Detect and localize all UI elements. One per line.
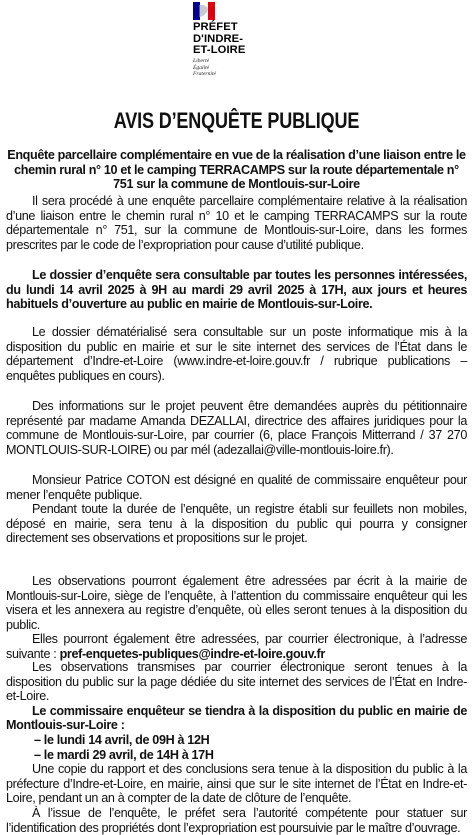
paragraph-prefet-decision: À l’issue de l’enquête, le préfet sera l’autorité compétente pour statuer sur l’identification des propriétés dont l’expropriation est poursuivie par le maître d’ouvrage.	[6, 805, 467, 835]
paragraph-online-dossier: Le dossier dématérialisé sera consultable sur un poste informatique mis à la disposition du public en mairie et sur le site internet des services de l’État dans le département d’Indre-et-Loire (www.indre-et-loire.gouv.fr / rubrique publications – enquêtes publiques en cours).	[6, 325, 467, 383]
permanences-section	[6, 660, 467, 835]
page-title: AVIS D’ENQUÊTE PUBLIQUE	[113, 108, 360, 133]
paragraph-report-copy: Une copie du rapport et des conclusions sera tenue à la disposition du public à la préfecture d’Indre-et-Loire, en mairie, ainsi que sur le site internet de l’État en Indre-et-Loire, pendant un an à compter de la date de clôture de l’enquête.	[6, 762, 467, 806]
paragraph-written-observations: Les observations pourront également être adressées par écrit à la mairie de Montlouis-sur-Loire, siège de l’enquête, à l’attention du commissaire enquêteur qui les visera et les annexera au registre d’enquête, où elles seront tenues à la disposition du public.	[6, 574, 467, 632]
paragraph-consultation-dates: Le dossier d’enquête sera consultable par toutes les personnes intéressées, du lundi 14 avril 2025 à 9H au mardi 29 avril 2025 à 17H, aux jours et heures habituels d’ouverture au public en mairie de Montlouis-sur-Loire.	[6, 268, 467, 312]
prefet-title: PRÉFET D'INDRE- ET-LOIRE	[193, 21, 246, 56]
contact-email-link[interactable]: pref-enquetes-publiques@indre-et-loire.gouv.fr	[59, 646, 325, 661]
list-item: – le lundi 14 avril, de 09H à 12H	[34, 732, 210, 747]
prefecture-logo	[193, 2, 283, 90]
email-intro-text: Elles pourront également être adressées, par courrier électronique, à l’adresse suivante :	[6, 632, 467, 661]
paragraph-register: Pendant toute la durée de l’enquête, un registre établi sur feuillets non mobiles, déposé en mairie, sera tenu à la disposition du public qui pourra y consigner directement ses observations et propositions sur le projet.	[6, 502, 467, 546]
list-item: – le mardi 29 avril, de 14H à 17H	[34, 747, 214, 762]
permanence-list	[6, 733, 467, 762]
notice-subtitle: Enquête parcellaire complémentaire en vue de la réalisation d’une liaison entre le chemin rural n° 10 et le camping TERRACAMPS sur la route départementale n° 751 sur la commune de Montlouis-sur-Loire	[7, 148, 466, 192]
republic-motto: Liberté Égalité Fraternité	[193, 58, 216, 78]
paragraph-email-publication: Les observations transmises par courrier électronique seront tenues à la disposition du public sur la page dédiée du site internet des services de l’État en Indre-et-Loire.	[6, 660, 467, 704]
paragraph-permanences: Le commissaire enquêteur se tiendra à la disposition du public en mairie de Montlouis-sur-Loire :	[6, 703, 467, 733]
paragraph-contact-info: Des informations sur le projet peuvent être demandées auprès du pétitionnaire représenté par madame Amanda DEZALLAI, directrice des affaires juridiques pour la commune de Montlouis-sur-Loire, par courrier (6, place François Mitterrand / 37 270 MONTLOUIS-SUR-LOIRE) ou par mél (adezallai@ville-montlouis-loire.fr).	[6, 399, 467, 457]
paragraph-email-observations	[6, 632, 467, 661]
marianne-flag-icon	[193, 2, 215, 20]
paragraph-procedure: Il sera procédé à une enquête parcellaire complémentaire relative à la réalisation d’une liaison entre le chemin rural n° 10 et le camping TERRACAMPS sur la route départementale n° 751, sur la commune de Montlouis-sur-Loire, dans les formes prescrites par le code de l’expropriation pour cause d’utilité publique.	[6, 194, 467, 252]
written-observations-section	[6, 574, 467, 662]
paragraph-commissioner: Monsieur Patrice COTON est désigné en qualité de commissaire enquêteur pour mener l’enquête publique.	[6, 473, 467, 502]
commissioner-section	[6, 473, 467, 546]
